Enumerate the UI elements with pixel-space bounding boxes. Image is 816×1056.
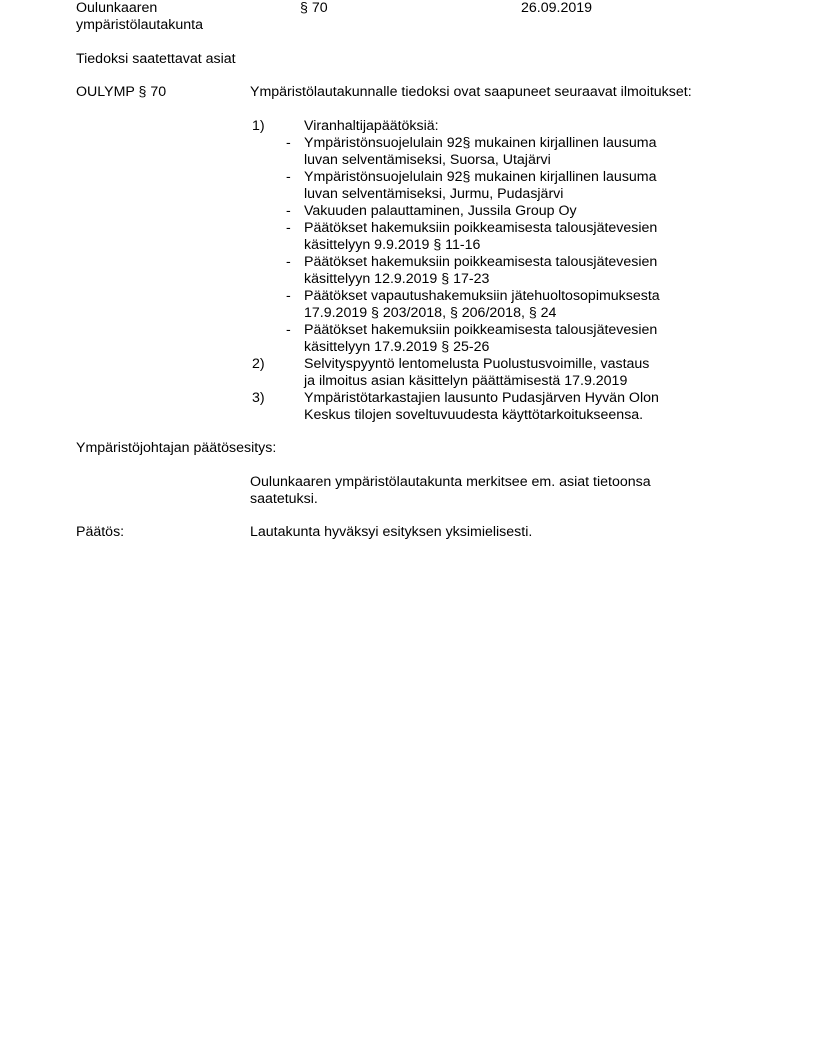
subitem-dash: - — [286, 169, 291, 185]
case-id: OULYMP § 70 — [76, 84, 167, 100]
organization-name — [76, 0, 203, 34]
subitem-line: käsittelyyn 12.9.2019 § 17-23 — [304, 271, 490, 287]
subitem-line: käsittelyyn 17.9.2019 § 25-26 — [304, 339, 490, 355]
subitem-line: Päätökset hakemuksiin poikkeamisesta talousjätevesien — [304, 220, 658, 236]
subitem-line: luvan selventämiseksi, Jurmu, Pudasjärvi — [304, 186, 564, 202]
subitem-dash: - — [286, 322, 291, 338]
decision-text: Lautakunta hyväksyi esityksen yksimielisesti. — [250, 524, 533, 540]
subitem-text — [304, 203, 577, 220]
subitem-text — [304, 288, 660, 322]
item-text — [304, 118, 439, 135]
document-subject: Tiedoksi saatettavat asiat — [76, 51, 236, 67]
item-number: 3) — [252, 390, 265, 406]
section-number: § 70 — [300, 0, 328, 16]
proposal-label: Ympäristöjohtajan päätösesitys: — [76, 440, 277, 456]
meeting-date: 26.09.2019 — [521, 0, 593, 16]
subitem-line: Ympäristönsuojelulain 92§ mukainen kirjallinen lausuma — [304, 135, 657, 151]
organization-name-line: Oulunkaaren — [76, 0, 158, 16]
subitem-dash: - — [286, 135, 291, 151]
item-line: ja ilmoitus asian käsittelyn päättämisestä 17.9.2019 — [304, 373, 628, 389]
item-number: 2) — [252, 356, 265, 372]
item-number: 1) — [252, 118, 265, 134]
decision-label: Päätös: — [76, 524, 125, 540]
item-line: Ympäristötarkastajien lausunto Pudasjärven Hyvän Olon — [304, 390, 659, 406]
subitem-dash: - — [286, 203, 291, 219]
subitem-line: Päätökset hakemuksiin poikkeamisesta talousjätevesien — [304, 322, 658, 338]
item-text — [304, 356, 649, 390]
item-line: Selvityspyyntö lentomelusta Puolustusvoimille, vastaus — [304, 356, 650, 372]
organization-name-line: ympäristölautakunta — [76, 17, 203, 33]
subitem-text — [304, 322, 657, 356]
subitem-line: Ympäristönsuojelulain 92§ mukainen kirjallinen lausuma — [304, 169, 657, 185]
subitem-text — [304, 220, 657, 254]
proposal-text — [250, 474, 651, 508]
subitem-line: Vakuuden palauttaminen, Jussila Group Oy — [304, 203, 577, 219]
subitem-line: luvan selventämiseksi, Suorsa, Utajärvi — [304, 152, 551, 168]
subitem-text — [304, 169, 657, 203]
subitem-line: Päätökset hakemuksiin poikkeamisesta talousjätevesien — [304, 254, 658, 270]
subitem-line: Päätökset vapautushakemuksiin jätehuoltosopimuksesta — [304, 288, 660, 304]
subitem-text — [304, 254, 657, 288]
subitem-dash: - — [286, 254, 291, 270]
proposal-line: saatetuksi. — [250, 491, 318, 507]
subitem-dash: - — [286, 288, 291, 304]
proposal-line: Oulunkaaren ympäristölautakunta merkitsee em. asiat tietoonsa — [250, 474, 651, 490]
subitem-line: 17.9.2019 § 203/2018, § 206/2018, § 24 — [304, 305, 557, 321]
item-text — [304, 390, 659, 424]
subitem-dash: - — [286, 220, 291, 236]
item-line: Keskus tilojen soveltuvuudesta käyttötarkoitukseensa. — [304, 407, 644, 423]
subitem-line: käsittelyyn 9.9.2019 § 11-16 — [304, 237, 481, 253]
intro-text: Ympäristölautakunnalle tiedoksi ovat saapuneet seuraavat ilmoitukset: — [250, 84, 692, 100]
subitem-text — [304, 135, 657, 169]
item-line: Viranhaltijapäätöksiä: — [304, 118, 439, 134]
